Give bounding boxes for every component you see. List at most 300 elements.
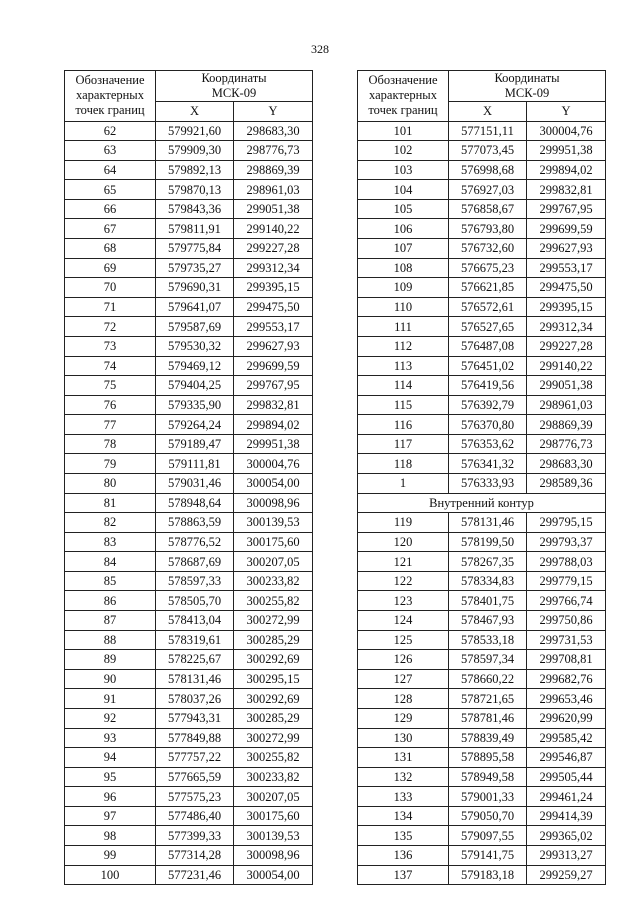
table-row bbox=[65, 121, 313, 141]
y-coordinate: 299951,38 bbox=[527, 141, 606, 161]
table-row bbox=[358, 180, 606, 200]
table-row bbox=[65, 806, 313, 826]
y-coordinate: 299620,99 bbox=[527, 708, 606, 728]
x-coordinate: 576998,68 bbox=[449, 160, 527, 180]
point-number: 136 bbox=[358, 845, 449, 865]
x-coordinate: 579404,25 bbox=[156, 376, 234, 396]
table-row bbox=[358, 297, 606, 317]
y-coordinate: 300098,96 bbox=[234, 493, 313, 513]
header-line: Обозначение bbox=[368, 73, 438, 88]
y-coordinate: 299699,59 bbox=[234, 356, 313, 376]
table-row bbox=[65, 552, 313, 572]
x-coordinate: 576353,62 bbox=[449, 434, 527, 454]
table-row bbox=[358, 591, 606, 611]
table-row bbox=[65, 297, 313, 317]
x-coordinate: 577757,22 bbox=[156, 748, 234, 768]
y-coordinate: 299051,38 bbox=[527, 376, 606, 396]
point-number: 80 bbox=[65, 473, 156, 493]
table-row bbox=[65, 571, 313, 591]
table-row bbox=[65, 591, 313, 611]
y-coordinate: 299475,50 bbox=[234, 297, 313, 317]
table-row bbox=[65, 160, 313, 180]
y-coordinate: 298961,03 bbox=[234, 180, 313, 200]
point-number: 115 bbox=[358, 395, 449, 415]
point-number: 97 bbox=[65, 806, 156, 826]
point-number: 119 bbox=[358, 513, 449, 533]
x-coordinate: 578781,46 bbox=[449, 708, 527, 728]
y-coordinate: 300285,29 bbox=[234, 630, 313, 650]
table-row bbox=[65, 728, 313, 748]
table-row bbox=[358, 806, 606, 826]
x-coordinate: 576527,65 bbox=[449, 317, 527, 337]
x-coordinate: 579811,91 bbox=[156, 219, 234, 239]
y-coordinate: 299708,81 bbox=[527, 650, 606, 670]
y-coordinate: 300292,69 bbox=[234, 650, 313, 670]
table-row bbox=[65, 336, 313, 356]
table-row bbox=[358, 865, 606, 885]
table-row bbox=[358, 826, 606, 846]
point-number: 128 bbox=[358, 689, 449, 709]
table-row bbox=[65, 141, 313, 161]
table-row bbox=[358, 239, 606, 259]
table-row bbox=[358, 767, 606, 787]
x-coordinate: 576487,08 bbox=[449, 336, 527, 356]
y-coordinate: 299585,42 bbox=[527, 728, 606, 748]
x-coordinate: 578895,58 bbox=[449, 748, 527, 768]
table-row bbox=[358, 532, 606, 552]
point-number: 132 bbox=[358, 767, 449, 787]
point-number: 118 bbox=[358, 454, 449, 474]
x-coordinate: 578505,70 bbox=[156, 591, 234, 611]
point-number: 137 bbox=[358, 865, 449, 885]
x-coordinate: 578401,75 bbox=[449, 591, 527, 611]
x-coordinate: 579031,46 bbox=[156, 473, 234, 493]
table-row bbox=[358, 356, 606, 376]
x-coordinate: 577849,88 bbox=[156, 728, 234, 748]
table-row bbox=[65, 219, 313, 239]
table-row bbox=[65, 239, 313, 259]
x-coordinate: 577073,45 bbox=[449, 141, 527, 161]
point-number: 122 bbox=[358, 571, 449, 591]
y-coordinate: 299365,02 bbox=[527, 826, 606, 846]
y-coordinate: 300285,29 bbox=[234, 708, 313, 728]
y-coordinate: 300207,05 bbox=[234, 787, 313, 807]
y-coordinate: 300255,82 bbox=[234, 748, 313, 768]
table-row bbox=[358, 708, 606, 728]
table-row bbox=[65, 434, 313, 454]
y-coordinate: 299259,27 bbox=[527, 865, 606, 885]
x-coordinate: 578267,35 bbox=[449, 552, 527, 572]
x-coordinate: 578687,69 bbox=[156, 552, 234, 572]
x-coordinate: 578949,58 bbox=[449, 767, 527, 787]
x-coordinate: 578839,49 bbox=[449, 728, 527, 748]
y-coordinate: 299795,15 bbox=[527, 513, 606, 533]
point-number: 131 bbox=[358, 748, 449, 768]
x-coordinate: 578863,59 bbox=[156, 513, 234, 533]
table-row bbox=[358, 845, 606, 865]
point-number: 85 bbox=[65, 571, 156, 591]
y-coordinate: 299767,95 bbox=[234, 376, 313, 396]
x-coordinate: 578131,46 bbox=[449, 513, 527, 533]
point-number: 64 bbox=[65, 160, 156, 180]
header-line: МСК-09 bbox=[211, 86, 257, 100]
point-number: 96 bbox=[65, 787, 156, 807]
y-coordinate: 300255,82 bbox=[234, 591, 313, 611]
table-row bbox=[358, 434, 606, 454]
point-number: 123 bbox=[358, 591, 449, 611]
y-coordinate: 300139,53 bbox=[234, 513, 313, 533]
y-coordinate: 299312,34 bbox=[234, 258, 313, 278]
point-number: 100 bbox=[65, 865, 156, 885]
x-coordinate: 579735,27 bbox=[156, 258, 234, 278]
point-number: 107 bbox=[358, 239, 449, 259]
x-coordinate: 578597,33 bbox=[156, 571, 234, 591]
x-coordinate: 578334,83 bbox=[449, 571, 527, 591]
point-number: 98 bbox=[65, 826, 156, 846]
x-coordinate: 579587,69 bbox=[156, 317, 234, 337]
point-number: 63 bbox=[65, 141, 156, 161]
table-row bbox=[65, 845, 313, 865]
y-coordinate: 299312,34 bbox=[527, 317, 606, 337]
y-coordinate: 299750,86 bbox=[527, 611, 606, 631]
y-coordinate: 300272,99 bbox=[234, 611, 313, 631]
point-number: 106 bbox=[358, 219, 449, 239]
x-coordinate: 577151,11 bbox=[449, 121, 527, 141]
x-coordinate: 579870,13 bbox=[156, 180, 234, 200]
table-row bbox=[358, 160, 606, 180]
table-row bbox=[358, 689, 606, 709]
x-coordinate: 579183,18 bbox=[449, 865, 527, 885]
x-coordinate: 576370,80 bbox=[449, 415, 527, 435]
y-coordinate: 299395,15 bbox=[527, 297, 606, 317]
point-number: 99 bbox=[65, 845, 156, 865]
table-row bbox=[65, 748, 313, 768]
point-number: 94 bbox=[65, 748, 156, 768]
y-coordinate: 299653,46 bbox=[527, 689, 606, 709]
table-body-left bbox=[65, 121, 313, 885]
x-coordinate: 576858,67 bbox=[449, 199, 527, 219]
point-number: 73 bbox=[65, 336, 156, 356]
point-number: 120 bbox=[358, 532, 449, 552]
table-row bbox=[358, 630, 606, 650]
y-coordinate: 299553,17 bbox=[527, 258, 606, 278]
y-coordinate: 300004,76 bbox=[527, 121, 606, 141]
point-number: 102 bbox=[358, 141, 449, 161]
table-row bbox=[358, 787, 606, 807]
point-number: 65 bbox=[65, 180, 156, 200]
y-coordinate: 300233,82 bbox=[234, 571, 313, 591]
table-row bbox=[65, 493, 313, 513]
table-row bbox=[358, 552, 606, 572]
y-coordinate: 299475,50 bbox=[527, 278, 606, 298]
table-row bbox=[358, 611, 606, 631]
table-row bbox=[358, 650, 606, 670]
header-line: характерных bbox=[76, 88, 144, 103]
x-coordinate: 577575,23 bbox=[156, 787, 234, 807]
point-number: 74 bbox=[65, 356, 156, 376]
y-coordinate: 298683,30 bbox=[527, 454, 606, 474]
y-coordinate: 298869,39 bbox=[234, 160, 313, 180]
header-point-designation bbox=[65, 71, 156, 122]
header-line: Обозначение bbox=[75, 73, 145, 88]
y-coordinate: 298869,39 bbox=[527, 415, 606, 435]
point-number: 62 bbox=[65, 121, 156, 141]
x-coordinate: 576927,03 bbox=[449, 180, 527, 200]
y-coordinate: 300233,82 bbox=[234, 767, 313, 787]
x-coordinate: 579001,33 bbox=[449, 787, 527, 807]
x-coordinate: 579530,32 bbox=[156, 336, 234, 356]
table-row bbox=[358, 669, 606, 689]
point-number: 112 bbox=[358, 336, 449, 356]
y-coordinate: 298589,36 bbox=[527, 473, 606, 493]
x-coordinate: 578413,04 bbox=[156, 611, 234, 631]
x-coordinate: 578467,93 bbox=[449, 611, 527, 631]
y-coordinate: 299682,76 bbox=[527, 669, 606, 689]
point-number: 82 bbox=[65, 513, 156, 533]
table-row bbox=[358, 395, 606, 415]
x-coordinate: 578597,34 bbox=[449, 650, 527, 670]
y-coordinate: 299051,38 bbox=[234, 199, 313, 219]
header-y: Y bbox=[527, 102, 606, 122]
y-coordinate: 299894,02 bbox=[234, 415, 313, 435]
y-coordinate: 299461,24 bbox=[527, 787, 606, 807]
coordinates-table-right bbox=[357, 70, 606, 885]
section-row bbox=[358, 493, 606, 513]
point-number: 86 bbox=[65, 591, 156, 611]
header-line: Координаты bbox=[494, 71, 560, 85]
x-coordinate: 576793,80 bbox=[449, 219, 527, 239]
table-row bbox=[358, 258, 606, 278]
point-number: 92 bbox=[65, 708, 156, 728]
point-number: 91 bbox=[65, 689, 156, 709]
header-coordinates bbox=[449, 71, 606, 102]
table-row bbox=[65, 689, 313, 709]
table-row bbox=[65, 258, 313, 278]
table-row bbox=[358, 336, 606, 356]
header-line: МСК-09 bbox=[504, 86, 550, 100]
y-coordinate: 300098,96 bbox=[234, 845, 313, 865]
y-coordinate: 300295,15 bbox=[234, 669, 313, 689]
table-row bbox=[358, 376, 606, 396]
x-coordinate: 578776,52 bbox=[156, 532, 234, 552]
x-coordinate: 578131,46 bbox=[156, 669, 234, 689]
x-coordinate: 579264,24 bbox=[156, 415, 234, 435]
x-coordinate: 578319,61 bbox=[156, 630, 234, 650]
x-coordinate: 576419,56 bbox=[449, 376, 527, 396]
point-number: 76 bbox=[65, 395, 156, 415]
table-row bbox=[65, 513, 313, 533]
table-row bbox=[65, 317, 313, 337]
y-coordinate: 299227,28 bbox=[527, 336, 606, 356]
table-row bbox=[65, 395, 313, 415]
x-coordinate: 576621,85 bbox=[449, 278, 527, 298]
y-coordinate: 299627,93 bbox=[234, 336, 313, 356]
x-coordinate: 579775,84 bbox=[156, 239, 234, 259]
x-coordinate: 579892,13 bbox=[156, 160, 234, 180]
table-row bbox=[65, 787, 313, 807]
y-coordinate: 299546,87 bbox=[527, 748, 606, 768]
x-coordinate: 579189,47 bbox=[156, 434, 234, 454]
y-coordinate: 299894,02 bbox=[527, 160, 606, 180]
x-coordinate: 579335,90 bbox=[156, 395, 234, 415]
table-body-right bbox=[358, 121, 606, 885]
x-coordinate: 578721,65 bbox=[449, 689, 527, 709]
point-number: 88 bbox=[65, 630, 156, 650]
y-coordinate: 298683,30 bbox=[234, 121, 313, 141]
y-coordinate: 299140,22 bbox=[527, 356, 606, 376]
point-number: 116 bbox=[358, 415, 449, 435]
point-number: 108 bbox=[358, 258, 449, 278]
x-coordinate: 576572,61 bbox=[449, 297, 527, 317]
header-point-designation bbox=[358, 71, 449, 122]
x-coordinate: 579921,60 bbox=[156, 121, 234, 141]
table-row bbox=[65, 376, 313, 396]
header-y: Y bbox=[234, 102, 313, 122]
x-coordinate: 577314,28 bbox=[156, 845, 234, 865]
point-number: 67 bbox=[65, 219, 156, 239]
point-number: 109 bbox=[358, 278, 449, 298]
table-row bbox=[65, 356, 313, 376]
point-number: 78 bbox=[65, 434, 156, 454]
y-coordinate: 300292,69 bbox=[234, 689, 313, 709]
table-row bbox=[65, 708, 313, 728]
x-coordinate: 577399,33 bbox=[156, 826, 234, 846]
table-row bbox=[65, 650, 313, 670]
x-coordinate: 576451,02 bbox=[449, 356, 527, 376]
point-number: 79 bbox=[65, 454, 156, 474]
table-row bbox=[65, 415, 313, 435]
table-row bbox=[358, 141, 606, 161]
point-number: 71 bbox=[65, 297, 156, 317]
table-row bbox=[65, 630, 313, 650]
x-coordinate: 576732,60 bbox=[449, 239, 527, 259]
x-coordinate: 579690,31 bbox=[156, 278, 234, 298]
page-number: 328 bbox=[311, 42, 329, 56]
y-coordinate: 299951,38 bbox=[234, 434, 313, 454]
section-title-inner-contour: Внутренний контур bbox=[358, 493, 606, 513]
x-coordinate: 579469,12 bbox=[156, 356, 234, 376]
point-number: 84 bbox=[65, 552, 156, 572]
point-number: 77 bbox=[65, 415, 156, 435]
y-coordinate: 299699,59 bbox=[527, 219, 606, 239]
x-coordinate: 578225,67 bbox=[156, 650, 234, 670]
header-line: Координаты bbox=[201, 71, 267, 85]
y-coordinate: 300207,05 bbox=[234, 552, 313, 572]
y-coordinate: 300054,00 bbox=[234, 865, 313, 885]
x-coordinate: 578948,64 bbox=[156, 493, 234, 513]
point-number: 75 bbox=[65, 376, 156, 396]
point-number: 89 bbox=[65, 650, 156, 670]
table-row bbox=[358, 121, 606, 141]
x-coordinate: 579909,30 bbox=[156, 141, 234, 161]
x-coordinate: 578533,18 bbox=[449, 630, 527, 650]
y-coordinate: 299313,27 bbox=[527, 845, 606, 865]
table-row bbox=[65, 767, 313, 787]
y-coordinate: 299553,17 bbox=[234, 317, 313, 337]
y-coordinate: 299627,93 bbox=[527, 239, 606, 259]
point-number: 110 bbox=[358, 297, 449, 317]
point-number: 105 bbox=[358, 199, 449, 219]
y-coordinate: 299395,15 bbox=[234, 278, 313, 298]
table-row bbox=[65, 199, 313, 219]
point-number: 93 bbox=[65, 728, 156, 748]
table-row bbox=[358, 278, 606, 298]
point-number: 90 bbox=[65, 669, 156, 689]
table-row bbox=[358, 199, 606, 219]
point-number: 81 bbox=[65, 493, 156, 513]
y-coordinate: 299414,39 bbox=[527, 806, 606, 826]
point-number: 130 bbox=[358, 728, 449, 748]
table-row bbox=[65, 669, 313, 689]
y-coordinate: 300175,60 bbox=[234, 532, 313, 552]
point-number: 87 bbox=[65, 611, 156, 631]
table-row bbox=[65, 454, 313, 474]
table-row bbox=[358, 473, 606, 493]
point-number: 133 bbox=[358, 787, 449, 807]
table-row bbox=[358, 317, 606, 337]
x-coordinate: 579641,07 bbox=[156, 297, 234, 317]
table-row bbox=[358, 513, 606, 533]
header-line: характерных bbox=[369, 88, 437, 103]
point-number: 129 bbox=[358, 708, 449, 728]
header-x: X bbox=[449, 102, 527, 122]
y-coordinate: 300272,99 bbox=[234, 728, 313, 748]
point-number: 101 bbox=[358, 121, 449, 141]
x-coordinate: 576675,23 bbox=[449, 258, 527, 278]
point-number: 121 bbox=[358, 552, 449, 572]
point-number: 1 bbox=[358, 473, 449, 493]
y-coordinate: 299140,22 bbox=[234, 219, 313, 239]
y-coordinate: 300004,76 bbox=[234, 454, 313, 474]
y-coordinate: 298776,73 bbox=[234, 141, 313, 161]
x-coordinate: 579843,36 bbox=[156, 199, 234, 219]
table-row bbox=[65, 826, 313, 846]
x-coordinate: 577943,31 bbox=[156, 708, 234, 728]
point-number: 69 bbox=[65, 258, 156, 278]
point-number: 126 bbox=[358, 650, 449, 670]
point-number: 113 bbox=[358, 356, 449, 376]
table-row bbox=[65, 865, 313, 885]
table-row bbox=[358, 571, 606, 591]
x-coordinate: 579111,81 bbox=[156, 454, 234, 474]
x-coordinate: 576333,93 bbox=[449, 473, 527, 493]
table-row bbox=[65, 180, 313, 200]
point-number: 70 bbox=[65, 278, 156, 298]
point-number: 68 bbox=[65, 239, 156, 259]
point-number: 95 bbox=[65, 767, 156, 787]
y-coordinate: 299505,44 bbox=[527, 767, 606, 787]
y-coordinate: 299779,15 bbox=[527, 571, 606, 591]
x-coordinate: 577486,40 bbox=[156, 806, 234, 826]
x-coordinate: 576392,79 bbox=[449, 395, 527, 415]
y-coordinate: 299793,37 bbox=[527, 532, 606, 552]
table-row bbox=[358, 728, 606, 748]
x-coordinate: 578199,50 bbox=[449, 532, 527, 552]
table-row bbox=[358, 454, 606, 474]
y-coordinate: 299766,74 bbox=[527, 591, 606, 611]
y-coordinate: 299227,28 bbox=[234, 239, 313, 259]
table-row bbox=[65, 278, 313, 298]
x-coordinate: 576341,32 bbox=[449, 454, 527, 474]
point-number: 111 bbox=[358, 317, 449, 337]
table-row bbox=[358, 748, 606, 768]
point-number: 114 bbox=[358, 376, 449, 396]
y-coordinate: 300139,53 bbox=[234, 826, 313, 846]
x-coordinate: 577665,59 bbox=[156, 767, 234, 787]
table-row bbox=[358, 415, 606, 435]
y-coordinate: 299767,95 bbox=[527, 199, 606, 219]
point-number: 135 bbox=[358, 826, 449, 846]
